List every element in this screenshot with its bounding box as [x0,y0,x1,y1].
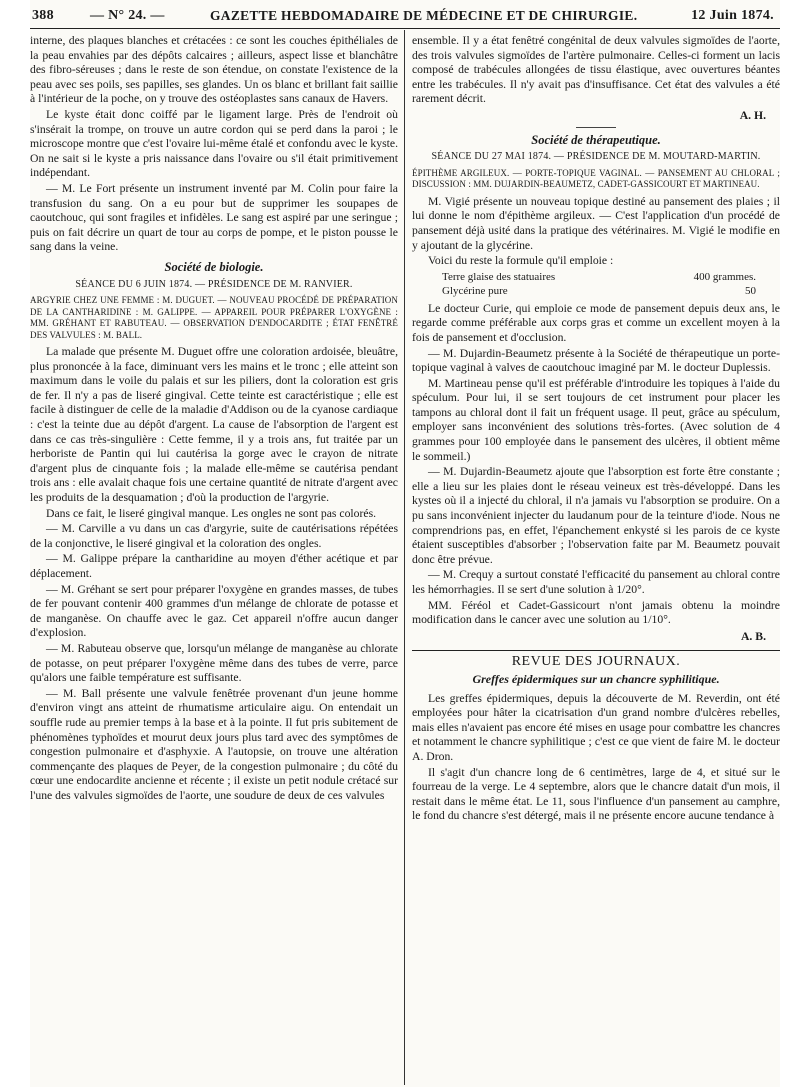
section-title: REVUE DES JOURNAUX. [412,650,780,670]
paragraph: — M. Gréhant se sert pour préparer l'oxygène en grandes masses, de tubes de fer pouvant contenir 400 grammes d'un mélange de chlorate de potasse et de manganèse. On chauffe avec le gaz. Cet appareil n'offre aucun danger d'explosion. [30,582,398,640]
paragraph: interne, des plaques blanches et crétacées : ce sont les couches épithéliales de la peau envahies par des dépôts calcaires ; ailleurs, aspect lisse et blanchâtre des fibro-séreuses ; dans le reste de son étendue, on constate l'existence de la peau avec ses poils, ses papilles, ses glandes. Un os blanc et brillant fait saillie à l'intérieur de la poche, on y trouve des ostéoplastes sans canaux de Havers. [30,34,398,106]
column-divider [404,30,405,1085]
paragraph: Les greffes épidermiques, depuis la découverte de M. Reverdin, ont été employées pour hâter la cicatrisation d'un grand nombre d'ulcères rebelles, mais elles n'avaient pas encore été mises en usage pour combattre les chancres et notamment le chancre syphilitique ; c'est ce que vient de faire M. le docteur A. Dron. [412,691,780,763]
newspaper-page [30,0,780,1087]
paragraph: M. Vigié présente un nouveau topique destiné au pansement des plaies ; il lui donne le nom d'épithème argileux. — C'est l'application d'un procédé de pansement déjà usité dans la pratique des vétérinaires. M. Vigié le modifie en y ajoutant de la glycérine. [412,194,780,252]
paragraph: ensemble. Il y a état fenêtré congénital de deux valvules sigmoïdes de l'aorte, des trois valvules sigmoïdes de l'artère pulmonaire. Celles-ci forment un lacis composé de trabécules allongées de tissu élastique, avec ouvertures béantes entre les trabécules. Il n'y avait pas d'insuffisance. Cet état des valvules a été rarement décrit. [412,34,780,106]
paragraph: Le kyste était donc coiffé par le ligament large. Près de l'endroit où s'insérait la trompe, on trouve un autre cordon qui se perd dans la paroi ; le microscope montre que c'est l'ovaire lui-même étalé et confondu avec le kyste. On ne sait si le kyste a pris naissance dans l'ovaire ou s'il était primitivement indépendant. [30,107,398,180]
paragraph: Il s'agit d'un chancre long de 6 centimètres, large de 4, et situé sur le fourreau de la verge. Le 4 septembre, alors que le chancre datait d'un mois, il restait dans le même état. Le 11, sous l'influence d'un pansement au camphre, le fond du chancre s'est détergé, mais il ne présente encore aucune tendance à [412,765,780,823]
section-separator [576,127,616,128]
paragraph: La malade que présente M. Duguet offre une coloration ardoisée, bleuâtre, plus prononcée à la face, diminuant vers les mains et le tronc ; elle atteint son maximum dans le voile du palais et sur les piliers, dont la coloration est gris de fer. Il n'y a pas de liseré gingival. Cette teinte est caractéristique ; elle est facile à distinguer de celle de la maladie d'Addison ou de la cyanose cardiaque : c'est la teinte due au dépôt d'argent. La cause de l'absorption de l'argent est dans ce cas très-singulière : Cette femme, il y a trois ans, fut traitée par un herboriste de Pantin qui lui cautérisa la gorge avec le crayon de nitrate d'argent plus de cinquante fois ; la malade elle-même se cautérisa pendant trois ans : elle avalait chaque fois une certaine quantité de nitrate d'argent avec les produits de la desquamation ; d'où la production de l'argyrie. [30,345,398,505]
author-signature: A. H. [739,108,766,122]
formula-table [412,270,780,298]
formula-ingredient: Glycérine pure [442,284,508,297]
paragraph: — M. Le Fort présente un instrument inventé par M. Colin pour faire la transfusion du sang. On a eu pour but de supprimer les soupapes de caoutchouc, qui sont fragiles et infidèles. Le sang est aspiré par une seringue ; puis on fait décrire un quart de tour au corps de pompe, et le piston pousse le sang dans la veine. [30,181,398,254]
paragraph: Voici du reste la formule qu'il emploie : [428,254,614,268]
paragraph: — M. Crequy a surtout constaté l'efficacité du pansement au chloral contre les hémorrhagies. Il se sert d'une solution à 1/20°. [412,568,780,596]
session-summary: ÉPITHÈME ARGILEUX. — PORTE-TOPIQUE VAGINAL. — PANSEMENT AU CHLORAL ; DISCUSSION : MM. DUJARDIN-BEAUMETZ, CADET-GASSICOURT ET MARTINEAU. [412,167,780,190]
formula-quantity: 400 grammes. [693,270,756,283]
paragraph: — M. Galippe prépare la cantharidine au moyen d'éther acétique et par déplacement. [30,552,398,580]
session-summary: ARGYRIE CHEZ UNE FEMME : M. DUGUET. — NOUVEAU PROCÉDÉ DE PRÉPARATION DE LA CANTHARIDINE : M. GALIPPE. — APPAREIL POUR PRÉPARER L'OXYGÈNE : MM. GRÉHANT ET RABUTEAU. — OBSERVATION D'ENDOCARDITE ; ÉTAT FENÊTRÉ DES VALVULES : M. BALL. [30,295,398,340]
society-title: Société de biologie. [164,259,264,274]
page-header [30,6,780,28]
paragraph: — M. Dujardin-Beaumetz présente à la Société de thérapeutique un porte-topique vaginal à valves de caoutchouc imaginé par M. le docteur Duplessis. [412,346,780,375]
right-column [412,34,780,1084]
paragraph: — M. Dujardin-Beaumetz ajoute que l'absorption est forte être constante ; elle a lieu sur les plaies dont le réseau veineux est très-développé. Dans les kystes où il a injecté du chloral, il n'a jamais vu l'absorption se produire. On a pu sans inconvénient injecter du laudanum pour de la teinture d'iode. Nous ne comprendrions pas, en effet, l'épanchement enkysté si les parois de ce kyste étaient susceptibles d'absorber ; l'observation faite par M. Beaumetz pouvait donc être prévue. [412,465,780,566]
paragraph: — M. Ball présente une valvule fenêtrée provenant d'un jeune homme d'environ vingt ans atteint de rhumatisme articulaire aigu. On entendait un souffle rude au premier temps à la base et à la pointe. Il fut pris subitement de phénomènes typhoïdes et mourut deux jours plus tard avec des symptômes de congestion pulmonaire et d'asphyxie. A l'autopsie, on trouve une altération commençante des plaques de Peyer, de la congestion pulmonaire ; du côté du cœur une endocardite ancienne et récente ; il existe un petit nodule crétacé sur l'une des valvules sigmoïdes de l'aorte, une soudure de deux de ces valvules [30,686,398,802]
formula-quantity: 50 [745,284,756,297]
left-column [30,34,398,1084]
page-number: 388 [32,8,54,23]
paragraph: — M. Rabuteau observe que, lorsqu'un mélange de manganèse au chlorate de potasse, on peut préparer l'oxygène même dans des tubes de verre, parce qu'alors une faible température est suffisante. [30,641,398,685]
journal-title: GAZETTE HEBDOMADAIRE DE MÉDECINE ET DE CHIRURGIE. [210,8,638,23]
paragraph: M. Martineau pense qu'il est préférable d'introduire les topiques à l'aide du spéculum. Pour lui, il se sert toujours de cet instrument pour placer les tampons au chloral dont il fait un fréquent usage. Il peut, grâce au spéculum, employer sans inconvénient des solutions très-fortes. (Avec solution de 4 grammes pour 100 employée dans le pansement des ulcères, il obtient même le sommeil.) [412,376,780,463]
formula-row [412,270,780,284]
article-title: Greffes épidermiques sur un chancre syphilitique. [472,671,720,686]
formula-row [412,284,780,298]
seance-line: SÉANCE DU 6 JUIN 1874. — PRÉSIDENCE DE M. RANVIER. [75,278,353,290]
issue-date: 12 Juin 1874. [691,8,774,23]
paragraph: Dans ce fait, le liseré gingival manque. Les ongles ne sont pas colorés. [46,506,377,520]
seance-line: SÉANCE DU 27 MAI 1874. — PRÉSIDENCE DE M. MOUTARD-MARTIN. [431,151,761,163]
author-signature: A. B. [740,629,766,643]
formula-ingredient: Terre glaise des statuaires [442,270,556,283]
paragraph: Le docteur Curie, qui emploie ce mode de pansement depuis deux ans, le regarde comme préférable aux corps gras et comme un excellent moyen à la fois de pansement et d'occlusion. [412,301,780,344]
header-rule [30,28,780,29]
issue-number: — N° 24. — [90,8,165,23]
paragraph: — M. Carville a vu dans un cas d'argyrie, suite de cautérisations répétées de la conjonctive, le liseré gingival et la coloration des ongles. [30,522,398,550]
society-title: Société de thérapeutique. [531,132,661,147]
paragraph: MM. Féréol et Cadet-Gassicourt n'ont jamais obtenu la moindre modification dans le cancer avec une solution au 1/10°. [412,598,780,627]
